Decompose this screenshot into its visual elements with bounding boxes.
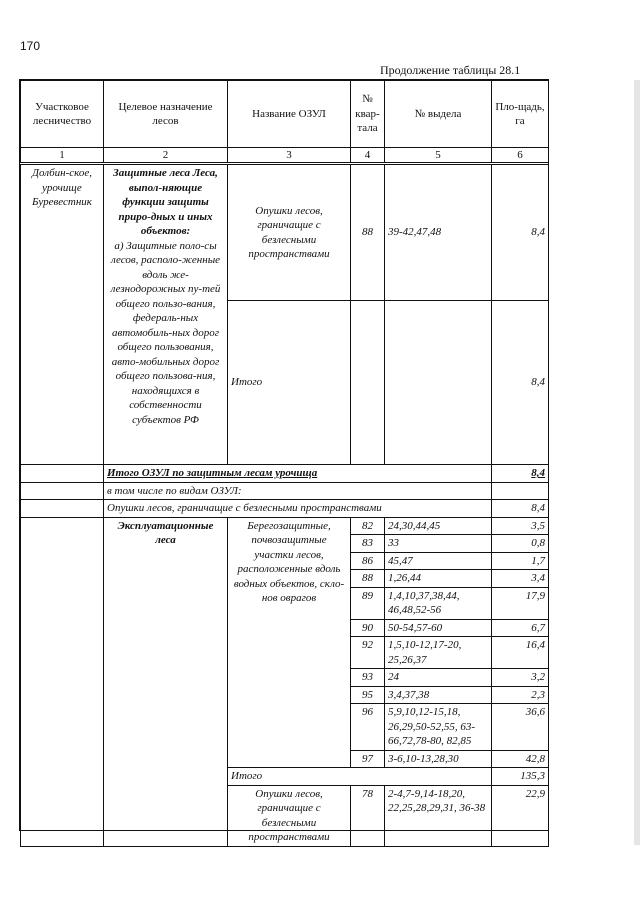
vydel-cell: 3,4,37,38 [385, 686, 492, 704]
ozul-cell: Опушки лесов, граничащие с безлесными пространствами [228, 785, 351, 846]
kvartal-cell: 89 [351, 587, 385, 619]
vydel-cell: 24 [385, 669, 492, 687]
column-number-row [21, 148, 549, 164]
header-row [21, 81, 549, 148]
area-cell: 22,9 [492, 785, 549, 846]
protective-purpose-cell [104, 164, 228, 465]
empty-cell [21, 517, 104, 846]
by-type-label: в том числе по видам ОЗУЛ: [104, 482, 492, 500]
kvartal-cell: 92 [351, 637, 385, 669]
table-row [21, 517, 549, 535]
table-row [21, 500, 549, 518]
col-number: 6 [492, 148, 549, 164]
lesnichestvo-cell: Долбин-ское, урочище Буревестник [21, 164, 104, 465]
area-cell: 17,9 [492, 587, 549, 619]
area-cell: 2,3 [492, 686, 549, 704]
kvartal-cell: 88 [351, 164, 385, 301]
area-cell: 1,7 [492, 552, 549, 570]
table-row [21, 164, 549, 301]
kvartal-cell: 86 [351, 552, 385, 570]
vydel-cell: 50-54,57-60 [385, 619, 492, 637]
type-area: 8,4 [492, 500, 549, 518]
exploitation-purpose: Эксплуатационные леса [104, 517, 228, 846]
kvartal-cell: 88 [351, 570, 385, 588]
header-vydel: № выдела [385, 81, 492, 148]
empty-cell [21, 482, 104, 500]
table-row [21, 482, 549, 500]
vydel-cell: 5,9,10,12-15,18, 26,29,50-52,55, 63-66,72,78-80, 82,85 [385, 704, 492, 751]
header-kvartal: № квар-тала [351, 81, 385, 148]
protective-subtitle: а) Защитные поло-сы лесов, располо-женные вдоль же-лезнодорожных пу-тей общего пользо-вания, федераль-ных автомобиль-ных дорог общего пользования, авто-мобильных дорог общего пользова-ния, находящихся в собственности субъектов РФ [110, 239, 221, 426]
vydel-cell: 1,4,10,37,38,44, 46,48,52-56 [385, 587, 492, 619]
ozul-cell: Берегозащитные, почвозащитные участки лесов, расположенные вдоль водных объектов, скло-нов оврагов [228, 517, 351, 768]
kvartal-cell: 97 [351, 750, 385, 768]
col-number: 2 [104, 148, 228, 164]
kvartal-cell: 96 [351, 704, 385, 751]
empty-cell [385, 301, 492, 465]
type-label: Опушки лесов, граничащие с безлесными пространствами [104, 500, 492, 518]
page-number: 170 [20, 39, 41, 53]
vydel-cell: 45,47 [385, 552, 492, 570]
forest-table [20, 80, 549, 847]
ozul-cell: Опушки лесов, граничащие с безлесными пространствами [228, 164, 351, 301]
empty-cell [21, 500, 104, 518]
itogo-label: Итого [228, 301, 351, 465]
empty-cell [492, 482, 549, 500]
area-cell: 3,5 [492, 517, 549, 535]
area-cell: 3,2 [492, 669, 549, 687]
vydel-cell: 1,5,10-12,17-20, 25,26,37 [385, 637, 492, 669]
area-cell: 42,8 [492, 750, 549, 768]
area-cell: 3,4 [492, 570, 549, 588]
area-cell: 0,8 [492, 535, 549, 553]
kvartal-cell: 90 [351, 619, 385, 637]
kvartal-cell: 82 [351, 517, 385, 535]
table-continuation-caption: Продолжение таблицы 28.1 [380, 63, 521, 77]
total-ozul-area: 8,4 [492, 465, 549, 483]
itogo-area: 8,4 [492, 301, 549, 465]
total-ozul-label: Итого ОЗУЛ по защитным лесам урочища [104, 465, 492, 483]
col-number: 1 [21, 148, 104, 164]
area-cell: 8,4 [492, 164, 549, 301]
col-number: 5 [385, 148, 492, 164]
header-lesnichestvo: Участковое лесничество [21, 81, 104, 148]
scan-edge-shadow [634, 80, 640, 845]
area-cell: 6,7 [492, 619, 549, 637]
area-cell: 16,4 [492, 637, 549, 669]
area-cell: 36,6 [492, 704, 549, 751]
kvartal-cell: 95 [351, 686, 385, 704]
kvartal-cell: 83 [351, 535, 385, 553]
forest-table-frame [19, 79, 549, 843]
vydel-cell: 33 [385, 535, 492, 553]
vydel-cell: 39-42,47,48 [385, 164, 492, 301]
col-number: 4 [351, 148, 385, 164]
header-ozul: Название ОЗУЛ [228, 81, 351, 148]
header-area: Пло-щадь, га [492, 81, 549, 148]
kvartal-cell: 78 [351, 785, 385, 846]
header-purpose: Целевое назначение лесов [104, 81, 228, 148]
vydel-cell: 3-6,10-13,28,30 [385, 750, 492, 768]
empty-cell [21, 465, 104, 483]
protective-title: Защитные леса Леса, выпол-няющие функции защиты приро-дных и иных объектов: [113, 167, 218, 237]
col-number: 3 [228, 148, 351, 164]
empty-cell [351, 301, 385, 465]
vydel-cell: 24,30,44,45 [385, 517, 492, 535]
vydel-cell: 1,26,44 [385, 570, 492, 588]
itogo-label: Итого [228, 768, 492, 786]
kvartal-cell: 93 [351, 669, 385, 687]
table-row [21, 465, 549, 483]
itogo-area: 135,3 [492, 768, 549, 786]
vydel-cell: 2-4,7-9,14-18,20, 22,25,28,29,31, 36-38 [385, 785, 492, 846]
